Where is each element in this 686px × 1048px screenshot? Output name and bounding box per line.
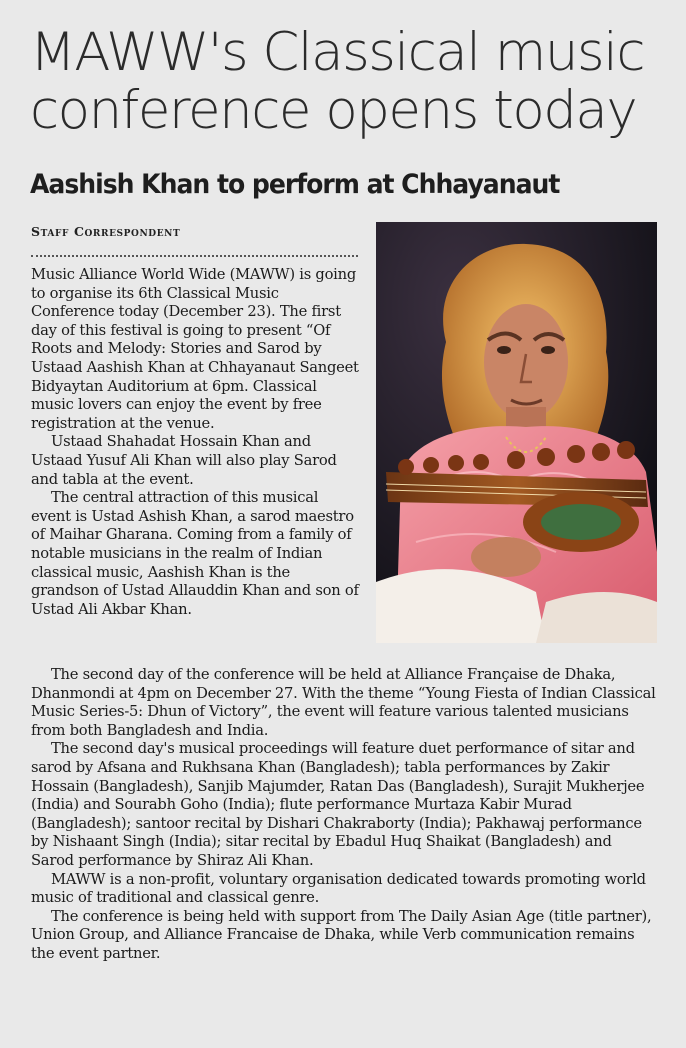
dotted-divider <box>31 255 358 257</box>
paragraph: Music Alliance World Wide (MAWW) is going to organise its 6th Classical Music Conference today (December 23). The first day of this festival is going to present “Of Roots and Melody: Stories and Sarod by Ustaad Aashish Khan at Chhayanaut Sangeet Bidyaytan Auditorium at 6pm. Classical music lovers can enjoy the event by free registration at the venue. <box>31 266 359 432</box>
article-body-wide <box>31 666 657 964</box>
sarod-performer-illustration <box>376 222 657 643</box>
paragraph: MAWW is a non-profit, voluntary organisation dedicated towards promoting world music of traditional and classical genre. <box>31 870 646 907</box>
performer-photo <box>376 222 657 643</box>
paragraph: Ustaad Shahadat Hossain Khan and Ustaad Yusuf Ali Khan will also play Sarod and tabla at the event. <box>31 433 337 488</box>
byline: Staff Correspondent <box>31 224 181 239</box>
subheadline: Aashish Khan to perform at Chhayanaut <box>30 169 560 200</box>
article-body-narrow <box>31 266 361 619</box>
paragraph: The second day of the conference will be held at Alliance Française de Dhaka, Dhanmondi at 4pm on December 27. With the theme “Young Fiesta of Indian Classical Music Series-5: Dhun of Victory”, the event will feature various talented musicians from both Bangladesh and India. <box>31 666 656 739</box>
paragraph: The conference is being held with support from The Daily Asian Age (title partner), Union Group, and Alliance Francaise de Dhaka, while Verb communication remains the event partner. <box>31 907 652 962</box>
paragraph: The central attraction of this musical event is Ustad Ashish Khan, a sarod maestro of Maihar Gharana. Coming from a family of notable musicians in the realm of Indian classical music, Aashish Khan is the grandson of Ustad Allauddin Khan and son of Ustad Ali Akbar Khan. <box>31 489 359 618</box>
headline: MAWW's Classical music conference opens today <box>30 22 644 141</box>
paragraph: The second day's musical proceedings will feature duet performance of sitar and sarod by Afsana and Rukhsana Khan (Bangladesh); tabla performances by Zakir Hossain (Bangladesh), Sanjib Majumder, Ratan Das (Bangladesh), Surajit Mukherjee (India) and Sourabh Goho (India); flute performance Murtaza Kabir Murad (Bangladesh); santoor recital by Dishari Chakraborty (India); Pakhawaj performance by Nishaant Singh (India); sitar recital by Ebadul Huq Shaikat (Bangladesh) and Sarod performance by Shiraz Ali Khan. <box>31 740 645 869</box>
